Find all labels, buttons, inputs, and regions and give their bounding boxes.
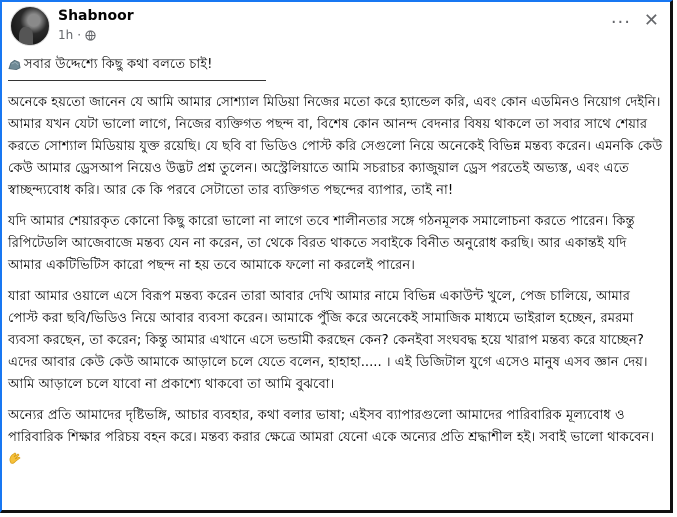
paragraph-4-text: অন্যের প্রতি আমাদের দৃষ্টিভঙ্গি, আচার ব্যবহার, কথা বলার ভাষা; এইসব ব্যাপারগুলো আমাদের পারিবারিক মূল্যবোধ ও পারিবারিক শিক্ষার পরিচয় বহন করে। মন্তব্য করার ক্ষেত্রে আমরা যেনো একে অন্যের প্রতি শ্রদ্ধাশীল হই। সবাই ভালো থাকবেন। xyxy=(8,408,655,445)
avatar[interactable] xyxy=(10,6,50,46)
author-name[interactable]: Shabnoor xyxy=(58,8,134,24)
paragraph-2: যদি আমার শেয়ারকৃত কোনো কিছু কারো ভালো না লাগে তবে শালীনতার সঙ্গে গঠনমূলক সমালোচনা করতে পারেন। কিন্তু রিপিটেডলি আজেবাজে মন্তব্য যেন না করেন, তা থেকে বিরত থাকতে সবাইকে বিনীত অনুরোধ করছি। আর একান্তই যদি আমার একটিভিটিস কারো পছন্দ না হয় তবে আমাকে ফলো না করলেই পারেন। xyxy=(8,214,635,273)
post-header xyxy=(10,6,665,48)
globe-icon[interactable] xyxy=(85,30,96,41)
more-options-icon[interactable]: ··· xyxy=(610,12,631,33)
paragraph-4 xyxy=(8,405,663,471)
post-meta: 1h · xyxy=(58,28,96,42)
clapping-hands-icon xyxy=(8,451,22,465)
post-intro xyxy=(8,54,663,76)
post-body xyxy=(8,54,663,480)
post-time[interactable]: 1h xyxy=(58,28,74,42)
paragraph-3: যারা আমার ওয়ালে এসে বিরূপ মন্তব্য করেন তারা আবার দেখি আমার নামে বিভিন্ন একাউন্ট খুলে, পেজ চালিয়ে, আমার পোস্ট করা ছবি/ভিডিও নিয়ে আবার ব্যবসা করেন। আমাকে পুঁজি করে অনেকেই সামাজিক মাধ্যমে ভাইরাল হচ্ছেন, রমরমা ব্যবসা করছেন, তা করেন; কিন্তু আমার এখানে এসে ভন্ডামী করছেন কেন? কেনইবা সংঘবদ্ধ হয়ে খারাপ মন্তব্য করে যাচ্ছেন? এদের আবার কেউ কেউ আমাকে আড়ালে চলে যেতে বলেন, হাহাহা..... । এই ডিজিটাল যুগে এসেও মানুষ এসব জ্ঞান দেয়। আমি আড়ালে চলে যাবো না প্রকাশ্যে থাকবো তা আমি বুঝবো। xyxy=(8,289,648,392)
intro-text: সবার উদ্দেশ্যে কিছু কথা বলতে চাই! xyxy=(24,57,213,72)
rock-icon xyxy=(8,59,21,71)
close-icon[interactable]: ✕ xyxy=(643,10,659,31)
paragraph-1: অনেকে হয়তো জানেন যে আমি আমার সোশ্যাল মিডিয়া নিজের মতো করে হ্যান্ডেল করি, এবং কোন এডমিনও নিয়োগ দেইনি। আমার যখন যেটা ভালো লাগে, নিজের ব্যক্তিগত পছন্দ বা, বিশেষ কোন আনন্দ বেদনার বিষয় থাকলে তা সবার সাথে শেয়ার করতে সোশ্যাল মিডিয়ায় যুক্ত রয়েছি। যে ছবি বা ভিডিও পোস্ট করি সেগুলো নিয়ে অনেকেই বিভিন্ন মন্তব্য করেন। এমনকি কেউ কেউ আমার ড্রেসআপ নিয়েও উদ্ভট প্রশ্ন তুলেন। অস্ট্রেলিয়াতে আমি সচরাচর ক্যাজুয়াল ড্রেস পরতেই অভ্যস্ত, এবং এতে স্বাচ্ছন্দ্যবোধ করি। আর কে কি পরবে সেটাতো তার ব্যক্তিগত পছন্দের ব্যাপার, তাই না! xyxy=(8,95,663,198)
divider xyxy=(8,80,266,81)
